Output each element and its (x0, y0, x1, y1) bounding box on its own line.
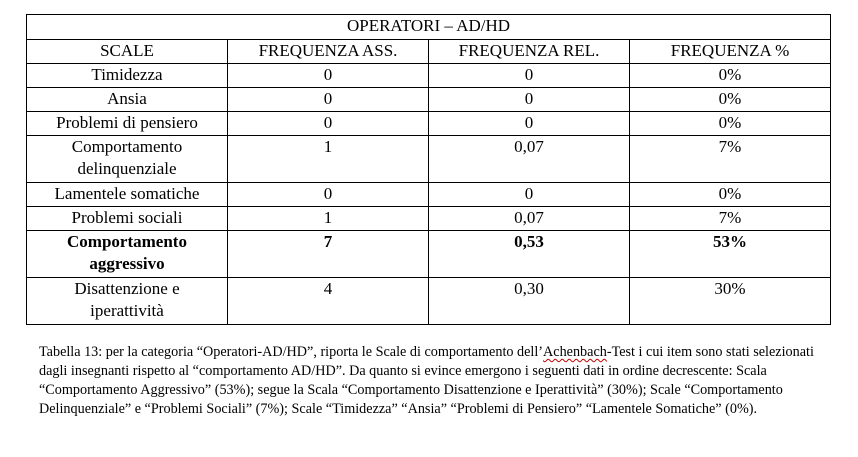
cell-scale (27, 112, 228, 136)
table-row (27, 88, 831, 112)
cell-scale (27, 64, 228, 88)
scale-line1: Timidezza (91, 65, 163, 84)
cell-scale (27, 183, 228, 207)
scale-line1: Problemi sociali (71, 208, 183, 227)
cell-freq-rel: 0,30 (429, 278, 630, 325)
cell-freq-pct: 7% (630, 207, 831, 231)
table-header-row (27, 40, 831, 64)
table-title-row (27, 15, 831, 40)
cell-freq-rel: 0,07 (429, 207, 630, 231)
cell-freq-rel: 0 (429, 112, 630, 136)
table-row (27, 183, 831, 207)
scale-line2: aggressivo (89, 254, 165, 273)
table-body (27, 15, 831, 325)
cell-freq-pct: 7% (630, 136, 831, 183)
scale-line2: iperattività (90, 301, 164, 320)
scale-line1: Comportamento (71, 137, 183, 156)
table-row (27, 231, 831, 278)
cell-scale (27, 278, 228, 325)
cell-freq-pct: 0% (630, 64, 831, 88)
cell-freq-pct: 0% (630, 183, 831, 207)
table-row (27, 136, 831, 183)
table-row (27, 278, 831, 325)
table-row (27, 112, 831, 136)
scale-line1: Comportamento (67, 232, 187, 251)
cell-freq-ass: 7 (228, 231, 429, 278)
cell-freq-ass: 1 (228, 136, 429, 183)
cell-freq-rel: 0,07 (429, 136, 630, 183)
caption-part2: -Test i cui item sono stati selezionati dagli insegnanti rispetto al “comportamento AD/HD”. Da quanto si evince emergono i seguenti dati in ordine decrescente: Scala “Comportamento Aggressivo” (53%); segue la Scala “Comportamento Disattenzione e Iperattività” (30%); Scale “Comportamento Delinquenziale” e “Problemi Sociali” (7%); Scale “Timidezza” “Ansia” “Problemi di Pensiero” “Lamentele Somatiche” (0%). (39, 344, 814, 417)
cell-freq-pct: 0% (630, 112, 831, 136)
cell-freq-ass: 0 (228, 64, 429, 88)
caption-misspelled-word: Achenbach (543, 344, 607, 360)
cell-scale (27, 88, 228, 112)
cell-freq-rel: 0,53 (429, 231, 630, 278)
cell-freq-ass: 1 (228, 207, 429, 231)
cell-freq-rel: 0 (429, 183, 630, 207)
cell-scale (27, 136, 228, 183)
table-row (27, 64, 831, 88)
header-scale: SCALE (27, 40, 228, 64)
cell-freq-pct: 53% (630, 231, 831, 278)
cell-freq-pct: 30% (630, 278, 831, 325)
scale-line1: Ansia (107, 89, 147, 108)
cell-freq-ass: 0 (228, 112, 429, 136)
cell-freq-rel: 0 (429, 64, 630, 88)
scale-line1: Disattenzione e (74, 279, 180, 298)
header-freq-rel: FREQUENZA REL. (429, 40, 630, 64)
table-title: OPERATORI – AD/HD (27, 15, 831, 40)
header-freq-ass: FREQUENZA ASS. (228, 40, 429, 64)
scale-line2: delinquenziale (77, 159, 177, 178)
cell-freq-ass: 0 (228, 88, 429, 112)
table-row (27, 207, 831, 231)
cell-freq-ass: 4 (228, 278, 429, 325)
cell-scale (27, 207, 228, 231)
cell-scale (27, 231, 228, 278)
caption-part1: Tabella 13: per la categoria “Operatori-AD/HD”, riporta le Scale di comportamento dell’ (39, 344, 544, 360)
header-freq-pct: FREQUENZA % (630, 40, 831, 64)
cell-freq-pct: 0% (630, 88, 831, 112)
cell-freq-ass: 0 (228, 183, 429, 207)
scale-line1: Lamentele somatiche (54, 184, 200, 203)
table-caption (39, 343, 829, 419)
scale-line1: Problemi di pensiero (56, 113, 198, 132)
cell-freq-rel: 0 (429, 88, 630, 112)
frequency-table (26, 14, 831, 325)
